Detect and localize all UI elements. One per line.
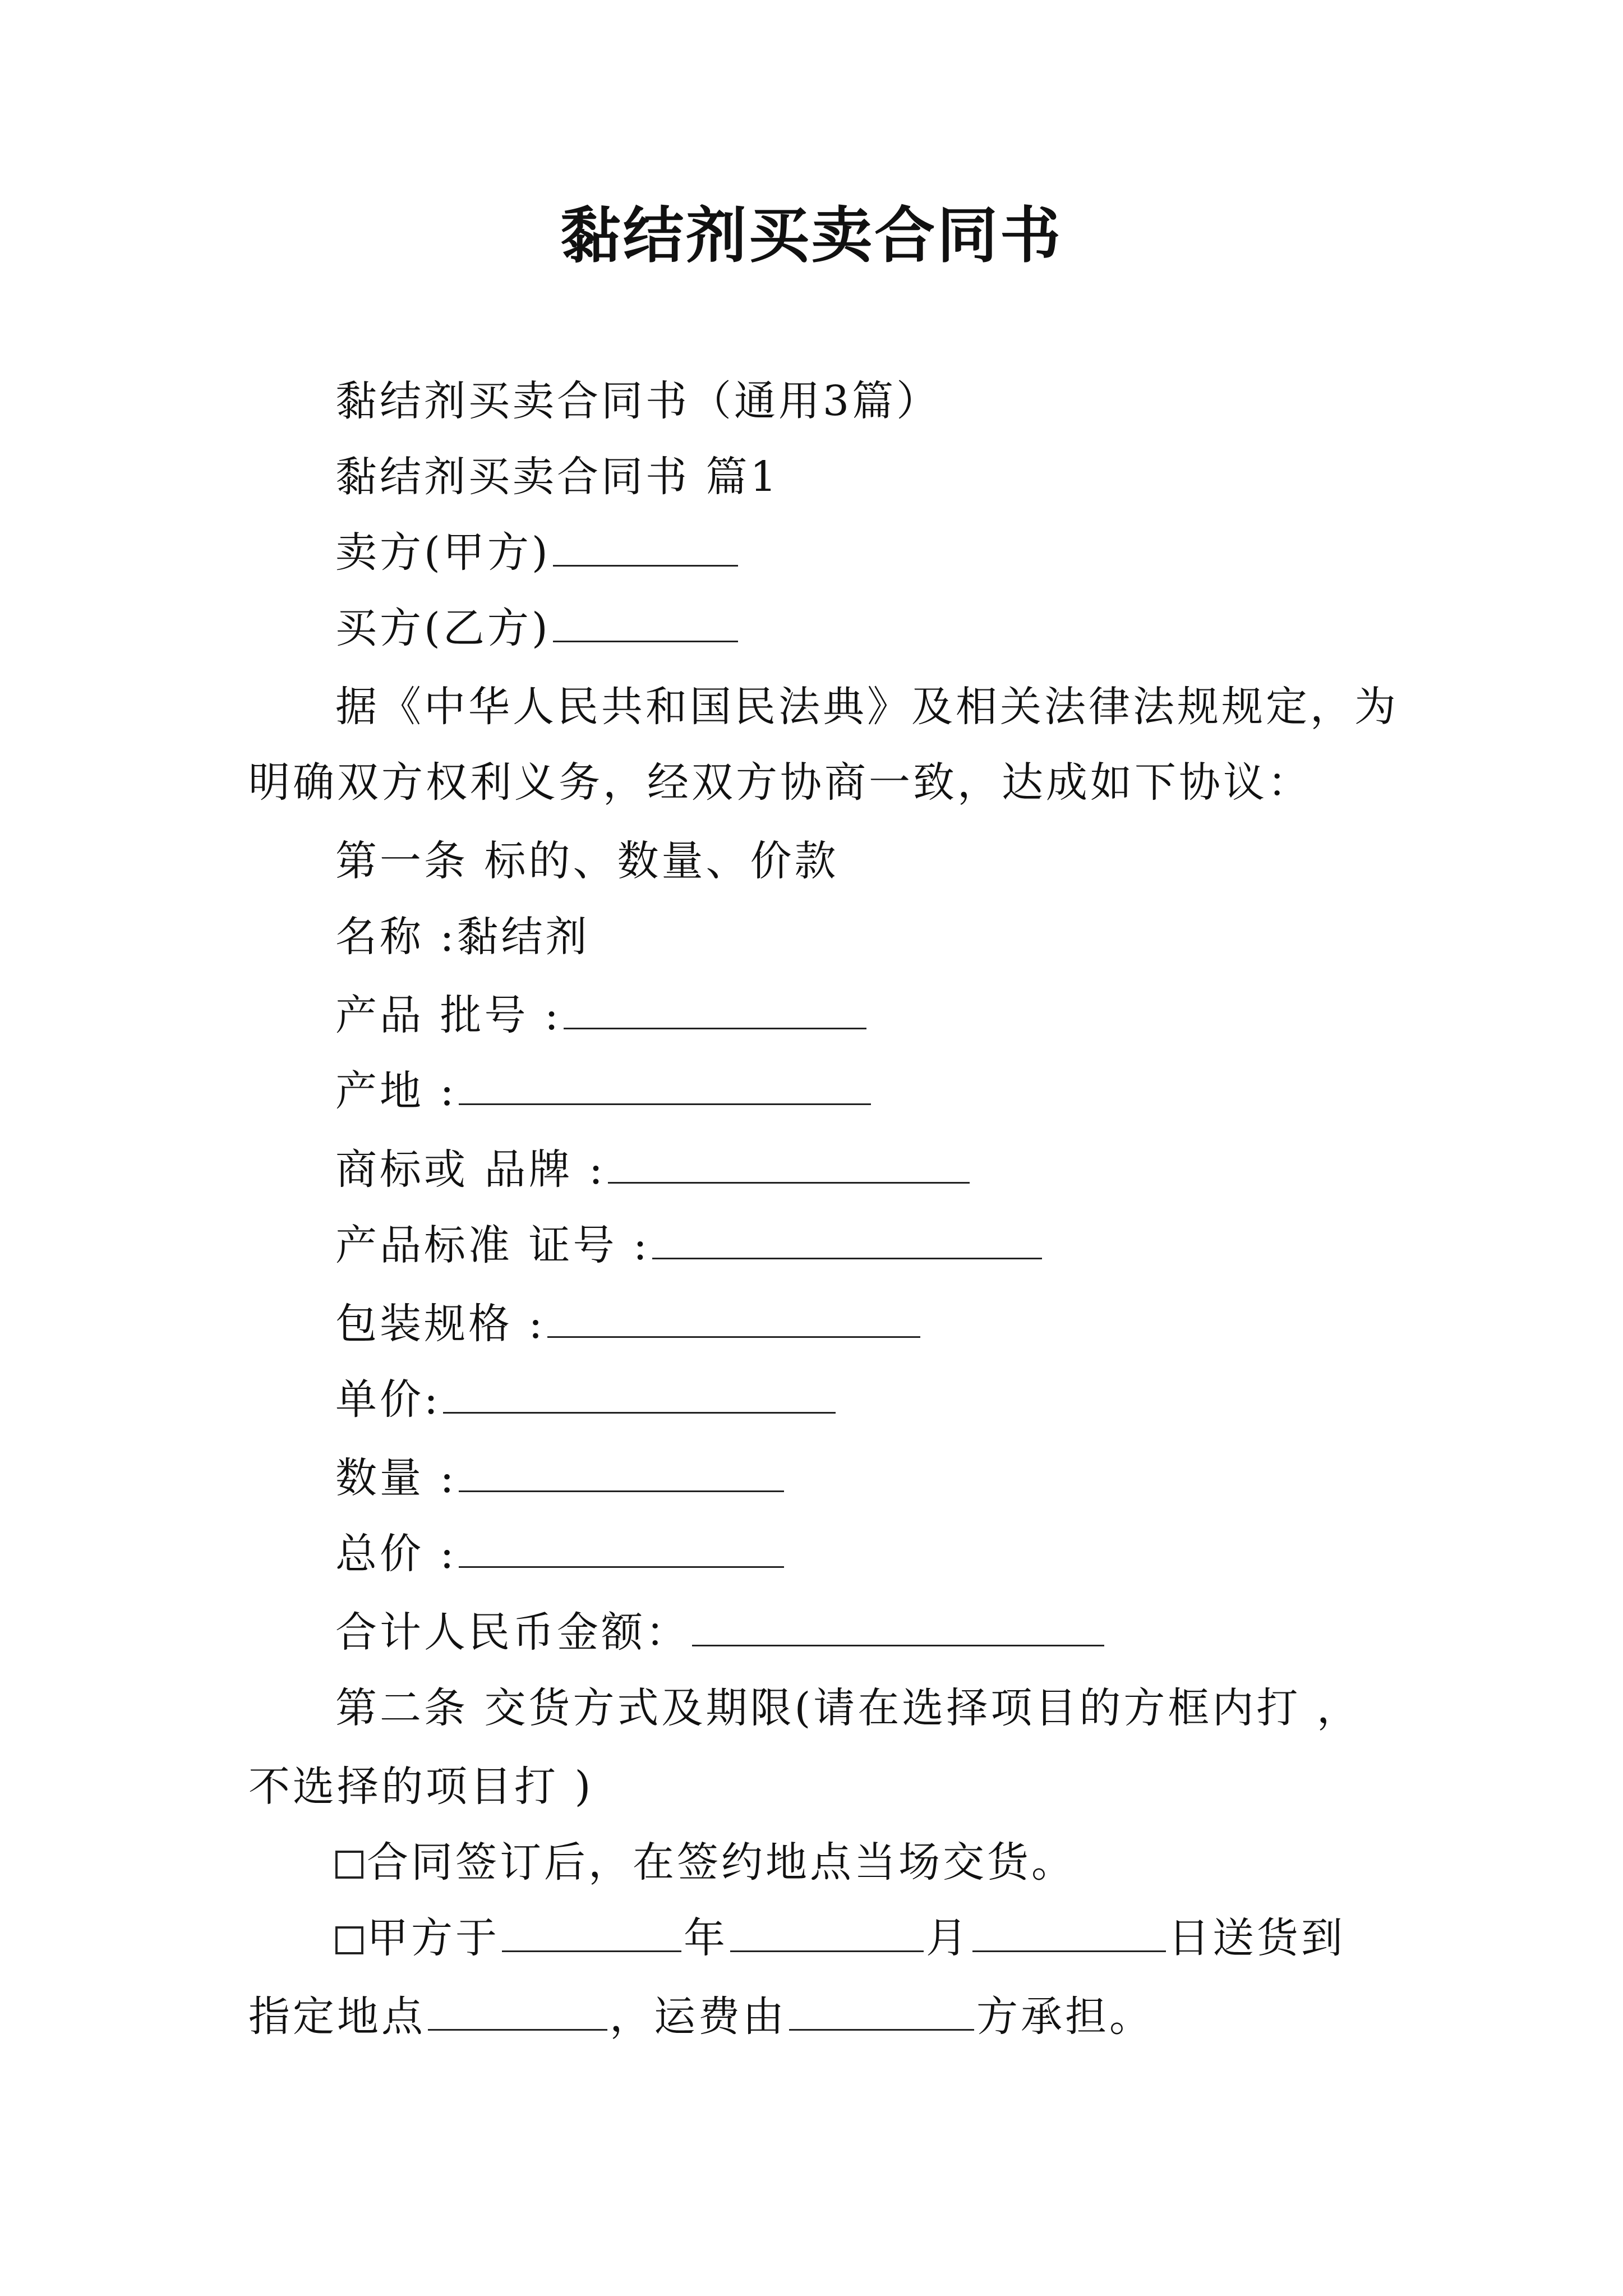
year-blank[interactable]	[502, 1911, 681, 1952]
day-blank[interactable]	[972, 1911, 1166, 1952]
option1-line	[335, 1832, 1076, 1893]
rmb-total-label: 合计人民币金额：	[335, 1608, 690, 1657]
standard-line	[335, 1214, 1044, 1276]
name-line: 名称 :黏结剂	[335, 913, 590, 961]
quantity-blank[interactable]	[459, 1451, 784, 1492]
batch-label: 产品 批号 :	[335, 991, 561, 1039]
seller-blank[interactable]	[553, 526, 738, 567]
article2-line-1: 第二条 交货方式及期限(请在选择项目的方框内打 ，	[335, 1684, 1361, 1732]
origin-blank[interactable]	[459, 1064, 871, 1105]
standard-label: 产品标准 证号 :	[335, 1221, 650, 1269]
brand-blank[interactable]	[608, 1143, 970, 1184]
total-line	[335, 1523, 786, 1585]
option2-line-1	[335, 1907, 1345, 1969]
option1-checkbox[interactable]	[335, 1851, 363, 1879]
brand-label: 商标或 品牌 :	[335, 1145, 606, 1194]
option2-checkbox[interactable]	[335, 1926, 363, 1954]
unit-price-blank[interactable]	[443, 1373, 836, 1414]
option2-line2-text-a: 指定地点	[248, 1993, 426, 2041]
package-line	[335, 1293, 923, 1355]
option2-line2-text-c: 方承担。	[976, 1993, 1154, 2041]
option2-year: 年	[684, 1914, 728, 1962]
package-blank[interactable]	[547, 1297, 920, 1338]
seller-label: 卖方(甲方)	[335, 528, 551, 577]
brand-line	[335, 1139, 972, 1200]
package-label: 包装规格 :	[335, 1300, 546, 1348]
origin-label: 产地 :	[335, 1067, 457, 1115]
seller-line	[335, 522, 740, 583]
section-heading: 黏结剂买卖合同书 篇1	[335, 453, 780, 501]
batch-blank[interactable]	[564, 988, 866, 1029]
option2-line-2	[248, 1986, 1154, 2047]
preamble-line-2: 明确双方权利义务，经双方协商一致，达成如下协议：	[248, 758, 1312, 807]
article2-line-2: 不选择的项目打 )	[248, 1763, 594, 1811]
unit-price-line	[335, 1369, 838, 1430]
buyer-line	[335, 597, 740, 659]
unit-price-label: 单价:	[335, 1375, 441, 1424]
option2-day: 日送货到	[1168, 1914, 1345, 1962]
option2-text-a: 甲方于	[367, 1914, 500, 1962]
subtitle: 黏结剂买卖合同书（通用3篇）	[335, 377, 941, 425]
article1-title: 第一条 标的、数量、价款	[335, 837, 839, 885]
standard-blank[interactable]	[652, 1218, 1042, 1259]
location-blank[interactable]	[428, 1990, 607, 2031]
preamble-line-1: 据《中华人民共和国民法典》及相关法律法规规定，为	[335, 683, 1399, 731]
freight-party-blank[interactable]	[789, 1990, 974, 2031]
buyer-label: 买方(乙方)	[335, 604, 551, 652]
rmb-total-blank[interactable]	[692, 1605, 1104, 1646]
total-blank[interactable]	[459, 1527, 784, 1568]
document-title: 黏结剂买卖合同书	[560, 200, 1063, 271]
option2-line2-text-b: ，运费由	[610, 1993, 787, 2041]
batch-line	[335, 984, 869, 1046]
total-label: 总价 :	[335, 1530, 457, 1578]
rmb-total-line	[335, 1602, 1106, 1663]
option2-month: 月	[926, 1914, 970, 1962]
quantity-label: 数量 :	[335, 1454, 457, 1502]
buyer-blank[interactable]	[553, 601, 738, 642]
quantity-line	[335, 1447, 786, 1509]
month-blank[interactable]	[730, 1911, 924, 1952]
option1-text: 合同签订后，在签约地点当场交货。	[367, 1838, 1076, 1887]
origin-line	[335, 1060, 873, 1122]
